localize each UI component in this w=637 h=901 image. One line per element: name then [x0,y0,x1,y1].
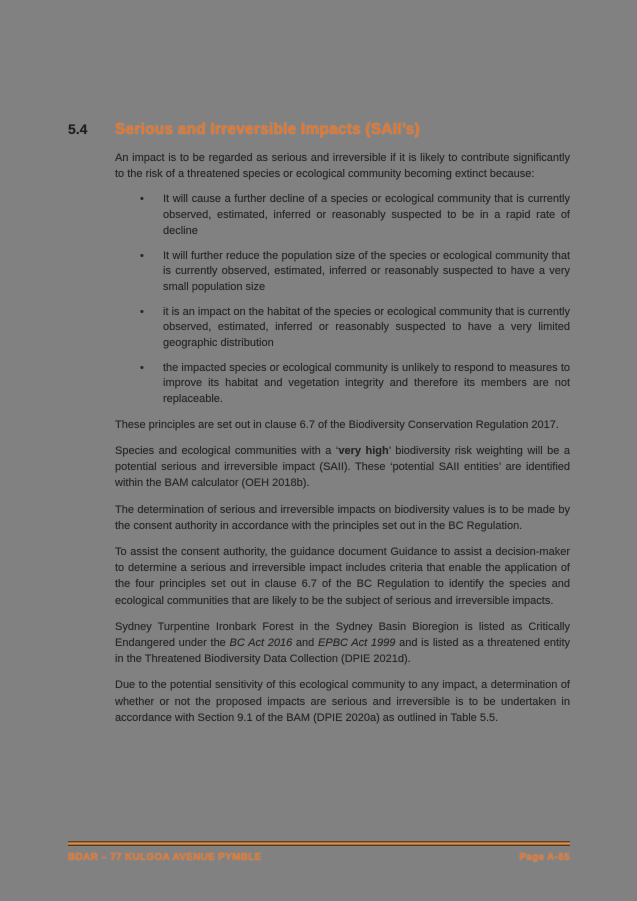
page-content [68,121,570,736]
paragraph-segment-bold: very high [338,445,389,458]
list-item [140,192,570,239]
paragraph-determination: The determination of serious and irreversible impacts on biodiversity values is to be made by the consent authority in accordance with the principles set out in the BC Regulation. [115,503,570,532]
footer-text-row [68,852,570,863]
section-title: Serious and Irreversible Impacts (SAII’s) [115,121,420,138]
paragraph-segment: Sydney Turpentine Ironbark Forest in the Sydney Basin Bioregion is listed as Critically Endangered under the [115,620,570,650]
list-item [140,361,570,408]
body-column [115,150,570,726]
section-heading [68,121,570,139]
bullet-icon: • [140,305,144,318]
footer-document-title: BDAR – 77 KULGOA AVENUE PYMBLE [68,852,262,863]
paragraph-principles: These principles are set out in clause 6.7 of the Biodiversity Conservation Regulation 2017. [115,418,559,431]
list-item [140,249,570,296]
bullet-text: It will further reduce the population size of the species or ecological community that is currently observed, estimated, inferred or reasonably suspected to have a very small population size [163,249,570,293]
bullet-text: the impacted species or ecological community is unlikely to respond to measures to improve its habitat and vegetation integrity and therefore its members are not replaceable. [163,361,570,406]
paragraph-segment: and [292,637,319,650]
bullet-icon: • [140,249,144,262]
paragraph-sydney [115,619,570,668]
paragraph-due: Due to the potential sensitivity of this ecological community to any impact, a determination of whether or not the proposed impacts are serious and irreversible is to be undertaken in accordance with Section 9.1 of the BAM (DPIE 2020a) as outlined in Table 5.5. [115,679,570,724]
list-item [140,305,570,352]
paragraph-segment-italic: EPBC Act 1999 [318,637,396,650]
footer-divider [68,841,570,846]
bullet-icon: • [140,193,144,206]
bullet-list [115,192,570,407]
bullet-text: It will cause a further decline of a species or ecological community that is currently observed, estimated, inferred or reasonably suspected to be in a rapid rate of decline [163,193,570,237]
page-footer [68,841,570,863]
section-number: 5.4 [68,121,88,137]
bullet-text: it is an impact on the habitat of the species or ecological community that is currently observed, estimated, inferred or reasonably suspected to have a very limited geographic distribution [163,305,570,350]
footer-page-number: Page A-65 [519,852,570,863]
paragraph-segment: ’ biodiversity risk weighting will be a potential serious and irreversible impact (SAII). These ‘potential SAII entities’ are identified within the BAM calculator (OEH 2018b). [115,445,571,490]
paragraph-segment: and is listed as a threatened entity in the Threatened Biodiversity Data Collection (DPIE 2021d). [115,637,571,666]
paragraph-segment-italic: BC Act 2016 [229,637,293,650]
bullet-icon: • [140,361,144,374]
paragraph-guidance: To assist the consent authority, the guidance document Guidance to assist a decision-maker to determine a serious and irreversible impact includes criteria that enable the application of the four principles set out in clause 6.7 of the BC Regulation to identify the species and ecological communities that are likely to be the subject of serious and irreversible impacts. [115,546,570,607]
paragraph-intro: An impact is to be regarded as serious and irreversible if it is likely to contribute significantly to the risk of a threatened species or ecological community becoming extinct because: [115,152,570,181]
paragraph-segment: Species and ecological communities with a ‘ [115,445,339,458]
paragraph-species [115,443,570,492]
